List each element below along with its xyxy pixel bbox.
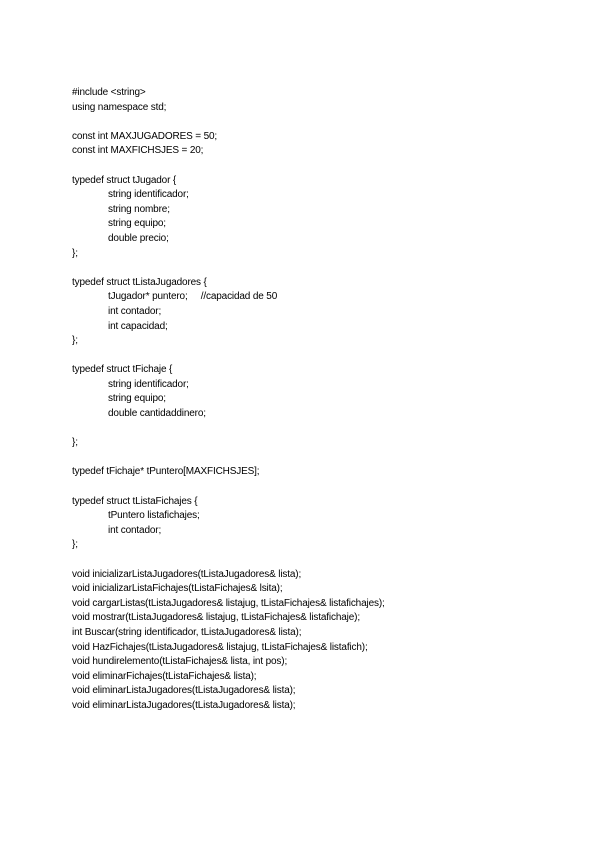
code-line: double precio; (108, 232, 169, 244)
code-line: void hundirelemento(tListaFichajes& lista, int pos); (72, 656, 288, 668)
code-line: typedef struct tJugador { (72, 174, 177, 186)
code-line: string equipo; (108, 393, 166, 405)
code-line: void HazFichajes(tListaJugadores& listajug, tListaFichajes& listafich); (72, 641, 368, 653)
blank-line (72, 422, 592, 437)
code-line: #include <string> (72, 87, 146, 98)
blank-line (72, 451, 592, 466)
code-line: int contador; (108, 524, 162, 536)
code-line: typedef struct tListaJugadores { (72, 276, 207, 288)
code-line: string nombre; (108, 203, 170, 215)
code-line: string identificador; (108, 189, 189, 201)
code-line: typedef struct tListaFichajes { (72, 495, 198, 507)
code-line: }; (72, 335, 78, 347)
code-line: typedef struct tFichaje { (72, 364, 173, 376)
code-line: void cargarListas(tListaJugadores& listajug, tListaFichajes& listafichajes); (72, 597, 385, 609)
code-line: }; (72, 437, 78, 449)
blank-line (72, 480, 592, 495)
blank-line (72, 115, 592, 130)
code-line: string equipo; (108, 218, 166, 230)
code-line: tJugador* puntero; //capacidad de 50 (108, 291, 278, 303)
code-line: }; (72, 539, 78, 551)
code-line: void inicializarListaJugadores(tListaJugadores& lista); (72, 568, 302, 580)
code-line: tPuntero listafichajes; (108, 510, 200, 522)
code-line: void inicializarListaFichajes(tListaFichajes& lsita); (72, 583, 283, 595)
code-line: int capacidad; (108, 320, 168, 332)
code-line: void mostrar(tListaJugadores& listajug, tListaFichajes& listafichaje); (72, 612, 360, 624)
code-line: typedef tFichaje* tPuntero[MAXFICHSJES]; (72, 466, 260, 478)
code-line: void eliminarFichajes(tListaFichajes& lista); (72, 670, 257, 682)
code-line: }; (72, 247, 78, 259)
code-listing (72, 86, 592, 714)
code-line: double cantidaddinero; (108, 408, 206, 420)
code-line: const int MAXFICHSJES = 20; (72, 145, 204, 157)
blank-line (72, 261, 592, 276)
code-line: using namespace std; (72, 101, 167, 113)
code-line: const int MAXJUGADORES = 50; (72, 130, 218, 142)
code-line: string identificador; (108, 378, 189, 390)
blank-line (72, 159, 592, 174)
code-line: void eliminarListaJugadores(tListaJugadores& lista); (72, 699, 296, 711)
code-line: int contador; (108, 305, 162, 317)
code-line: void eliminarListaJugadores(tListaJugadores& lista); (72, 685, 296, 697)
blank-line (72, 553, 592, 568)
blank-line (72, 349, 592, 364)
code-line: int Buscar(string identificador, tListaJugadores& lista); (72, 626, 302, 638)
